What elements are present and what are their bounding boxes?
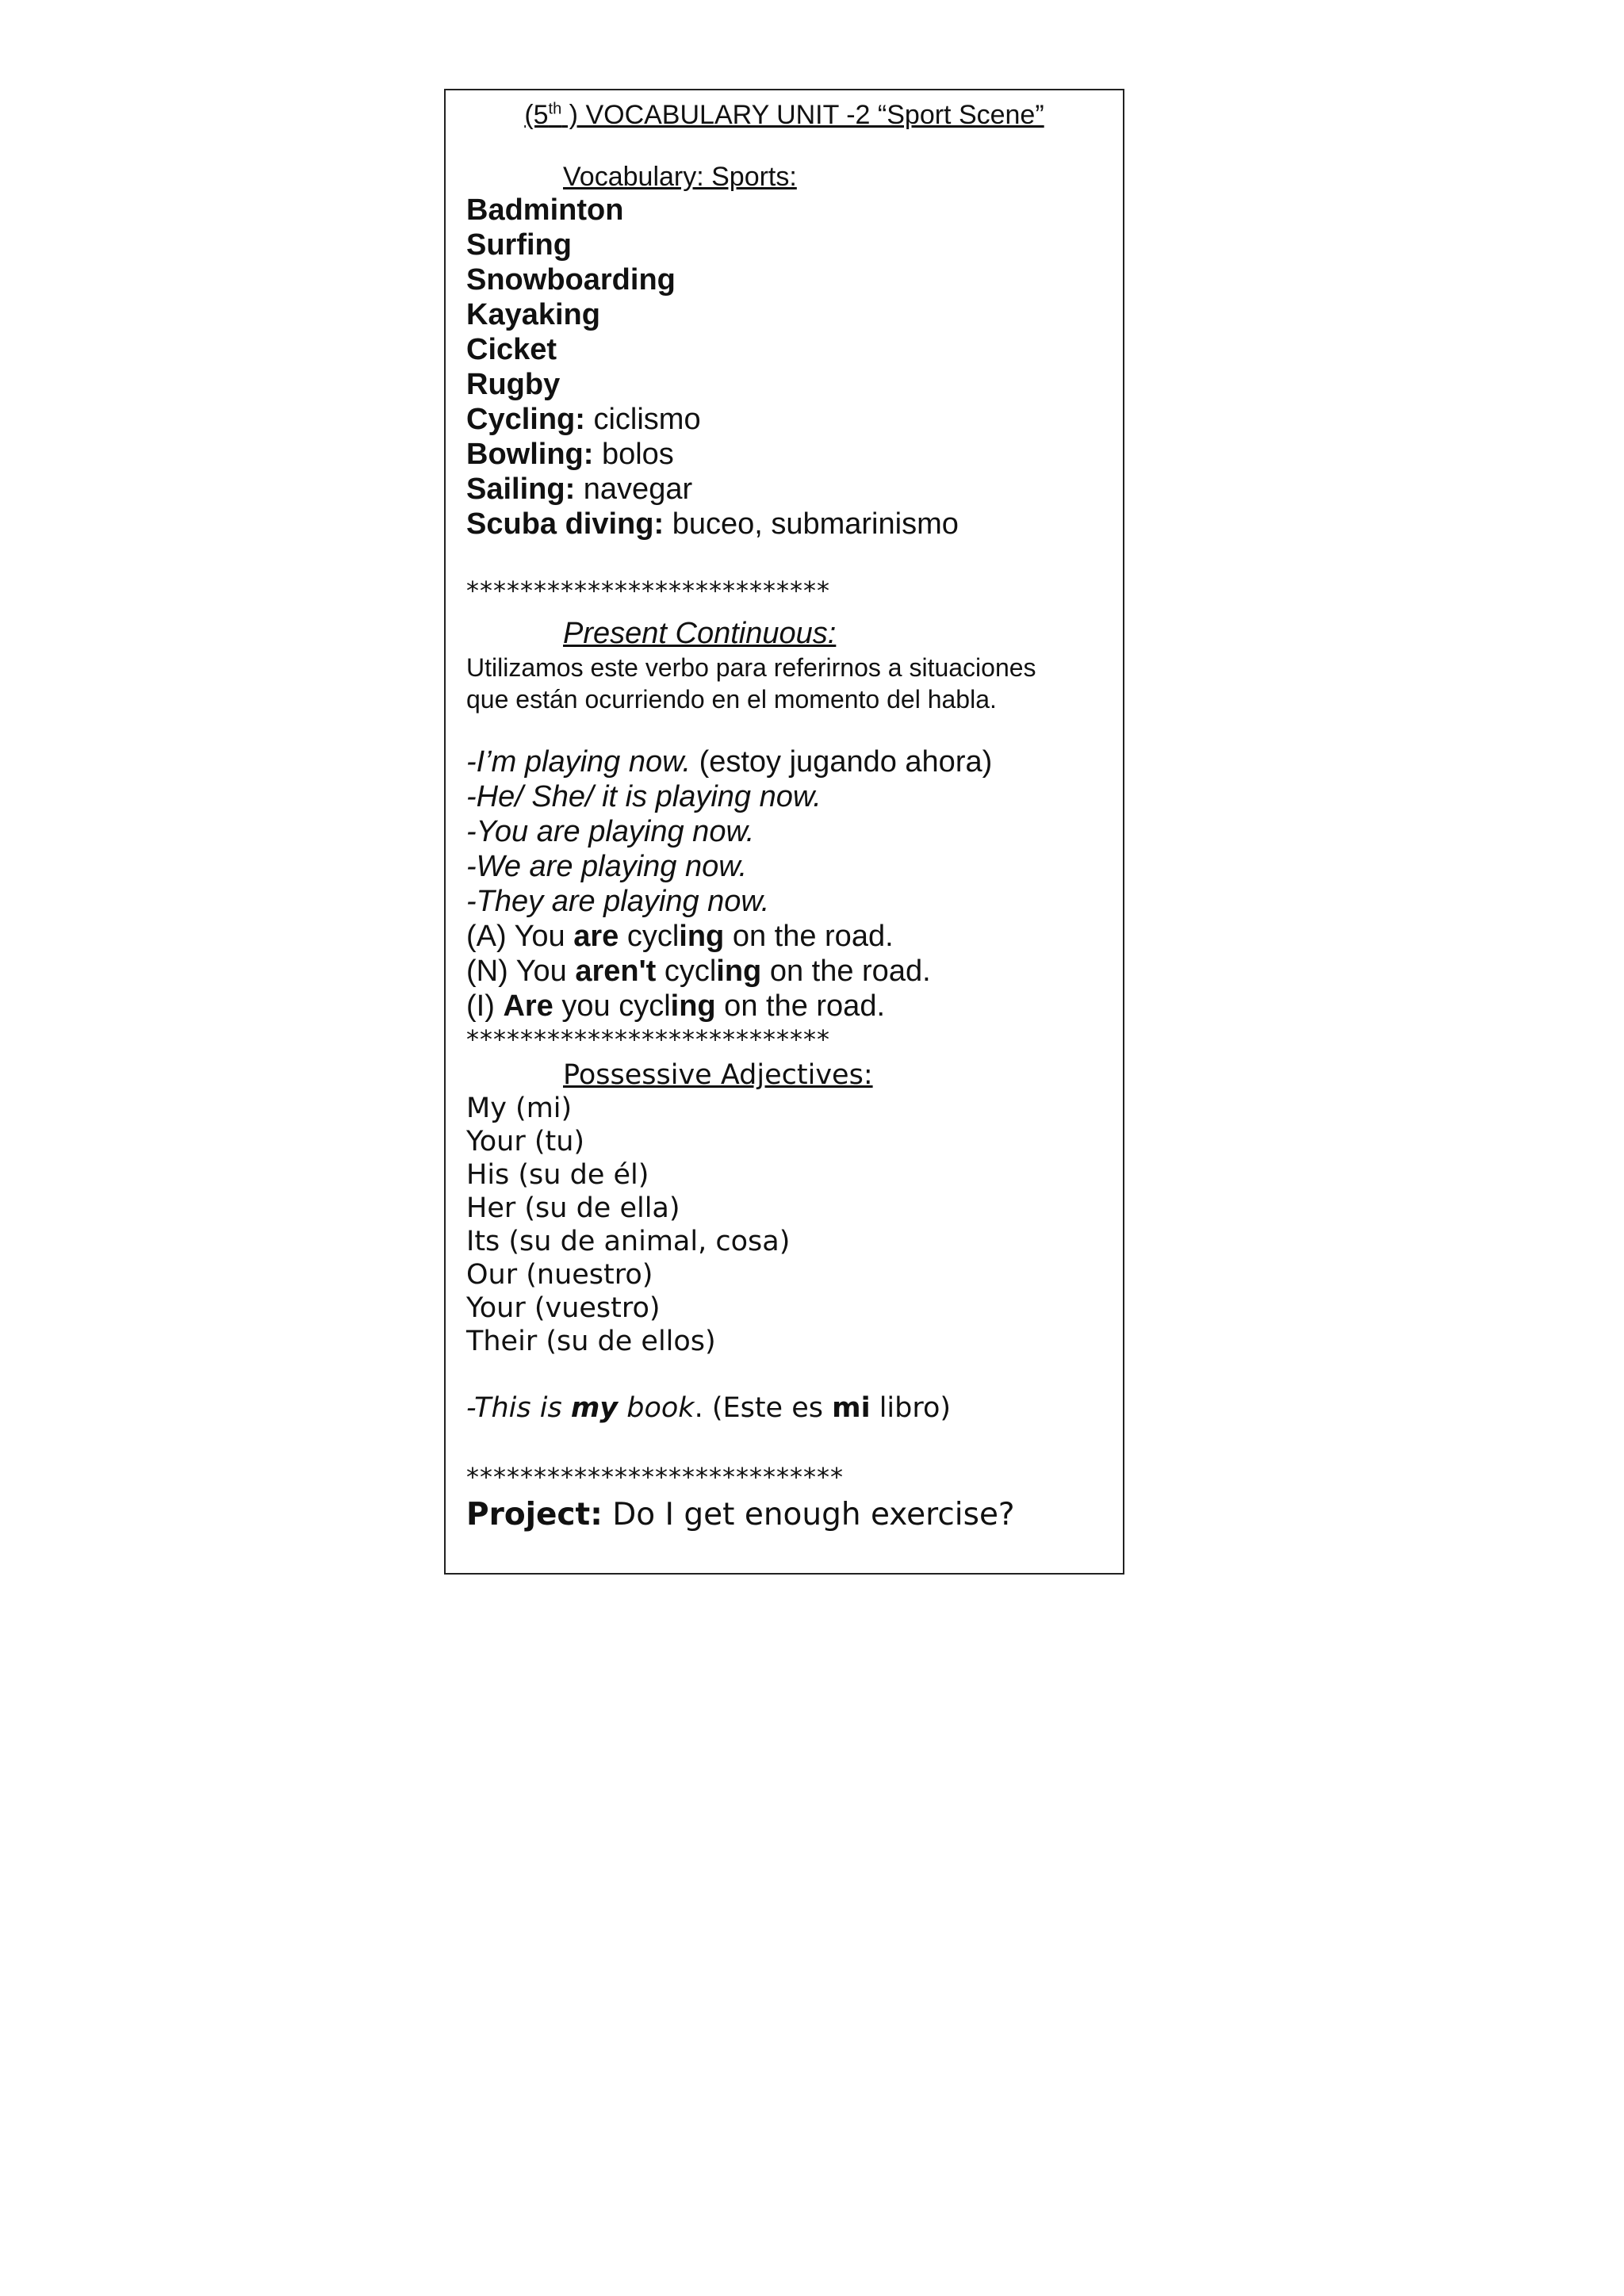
possessive-item: Our (nuestro) — [466, 1259, 653, 1291]
example-sentence: -We are playing now. — [466, 850, 748, 883]
vocab-item: Rugby — [466, 368, 561, 401]
project-text: Do I get enough exercise? — [602, 1497, 1015, 1533]
vocab-item: Cicket — [466, 333, 557, 366]
possessive-heading: Possessive Adjectives: — [563, 1059, 873, 1091]
separator: **************************** — [466, 1462, 844, 1492]
interrogative-sentence: (I) Are you cycling on the road. — [466, 989, 886, 1023]
affirmative-sentence: (A) You are cycling on the road. — [466, 920, 894, 953]
vocab-item: Surfing — [466, 228, 572, 262]
vocabulary-card — [444, 89, 1124, 1575]
separator: *************************** — [466, 1024, 830, 1054]
possessive-item: My (mi) — [466, 1093, 573, 1124]
possessive-item: His (su de él) — [466, 1159, 649, 1191]
possessive-item: Its (su de animal, cosa) — [466, 1226, 791, 1257]
possessive-item: Your (tu) — [466, 1126, 585, 1158]
example-sentence: -They are playing now. — [466, 885, 770, 918]
possessive-item: Her (su de ella) — [466, 1192, 680, 1224]
possessive-item: Your (vuestro) — [466, 1292, 661, 1324]
vocab-item: Snowboarding — [466, 263, 676, 297]
title-prefix: (5 — [524, 100, 549, 130]
example-sentence: -I’m playing now. (estoy jugando ahora) — [466, 745, 993, 779]
possessive-item: Their (su de ellos) — [466, 1326, 716, 1357]
example-sentence: -He/ She/ it is playing now. — [466, 780, 822, 813]
vocab-item: Scuba diving: buceo, submarinismo — [466, 507, 959, 541]
vocab-item: Cycling: ciclismo — [466, 403, 701, 436]
present-continuous-description: que están ocurriendo en el momento del habla. — [466, 685, 997, 714]
possessive-example: -This is my book. (Este es mi libro) — [466, 1392, 952, 1424]
negative-sentence: (N) You aren't cycling on the road. — [466, 955, 931, 988]
project-label: Project: — [466, 1497, 603, 1533]
separator: *************************** — [466, 576, 830, 606]
vocab-item: Kayaking — [466, 298, 600, 331]
project-line — [466, 1497, 1015, 1533]
vocab-item: Bowling: bolos — [466, 438, 674, 471]
title-text: ) VOCABULARY UNIT -2 “Sport Scene” — [561, 100, 1044, 130]
example-sentence: -You are playing now. — [466, 815, 755, 848]
present-continuous-description: Utilizamos este verbo para referirnos a situaciones — [466, 653, 1036, 682]
vocabulary-heading: Vocabulary: Sports: — [563, 162, 797, 192]
present-continuous-heading: Present Continuous: — [563, 617, 837, 650]
title-superscript: th — [548, 100, 562, 118]
vocab-item: Sailing: navegar — [466, 473, 693, 506]
vocab-item: Badminton — [466, 193, 624, 227]
page-title — [446, 100, 1123, 131]
